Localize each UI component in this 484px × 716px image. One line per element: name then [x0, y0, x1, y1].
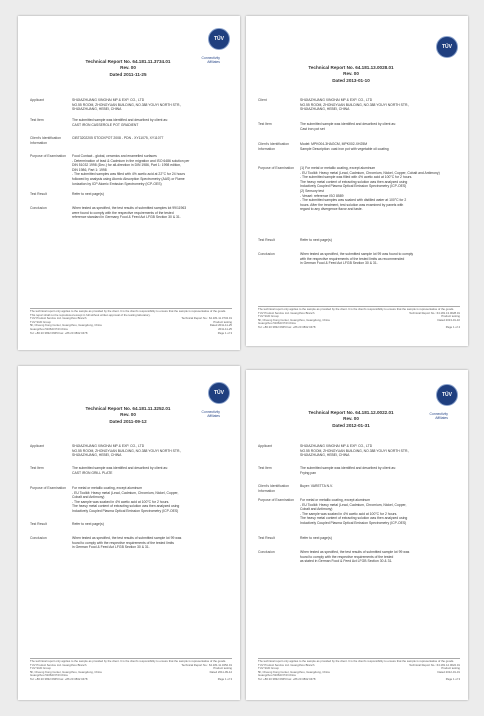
report-header	[266, 410, 436, 429]
page-count: Page 1 of 3	[445, 676, 460, 681]
field-client-id: Client's Identification Information Model: MPK004-3HAGCM, MPK002-XH25M Sample Description: cast iron pot with vegetable oil coating	[258, 142, 389, 151]
brand-tagline: Connectivity Affiliates	[429, 412, 448, 420]
field-purpose: Purpose of Examination For metal or metallic coating, except aluminum - EU Toolkit: Heavy metal (Lead, Cadmium, Chromium, Nickel, Copper, Cobalt and Antimony) - The sample was soaked in 4% acetic acid at 100°C for 2 hours. The heavy metal content of extracting solution was then analyzed using Inductively Coupled Plasma Optical Emission Spectrometry (ICP-OES)	[258, 498, 408, 525]
report-header	[48, 59, 208, 78]
disclaimer: The technical report only applies to the sample as provided by the client. It is the client's responsibility to ensure that the sample is representative of the goods.	[30, 658, 232, 664]
report-footer: The technical report only applies to the sample as provided by the client. It is the client's responsibility to ensure that the sample is representative of the goods. TUV Product Service Ltd. Guangzhou Branch Technical Report No.: 64.181.11.3252.01 TUV SUD Group Product testing 5F, Cheung Kong Center, Guangzhou, Guangdong, China Dated 2011-09-12 Guangzhou 510623 P.R.China Tel: +86 20 3832 0665 Fax: +86 20 3832 0478 Page 1 of 3	[30, 659, 232, 681]
field-test-result: Test Result Refer to next page(s)	[30, 522, 104, 526]
report-footer: The technical report only applies to the sample as provided by the client. It is the client's responsibility to ensure that the sample is representative of the goods. TUV Product Service Ltd. Guangzhou Branch Technical Report No.: 64.181.13.0028.01 TUV SUD Group Product testing 5F, Cheung Kong Center, Guangzhou, Guangdong, China Dated 2013-01-10 Guangzhou 510623 P.R.China Tel: +86 20 3832 0665 Fax: +86 20 3832 0478 Page 1 of 4	[258, 307, 460, 329]
field-client-id: Client's Identification Information Buyer: VARETTA N.V.	[258, 484, 333, 493]
report-header	[48, 406, 208, 425]
field-purpose: Purpose of Examination For metal or metallic coating, except aluminum - EU Toolkit: Heavy metal (Lead, Cadmium, Chromium, Nickel, Copper, Cobalt and Antimony) - The sample was soaked in 4% acetic acid at 100°C for 2 hours. The heavy metal content of extracting solution was then analyzed using Inductively Coupled Plasma Optical Emission Spectrometry (ICP-OES)	[30, 486, 180, 513]
field-conclusion: Conclusion When tested as specified, the test results of submitted sample lot 99 was found to comply with the respective requirements of the tested as stated in German Food & Feed Act LFGB Section 30 & 31.	[258, 550, 410, 564]
report-page-2	[246, 16, 468, 346]
field-conclusion: Conclusion When tested as specified, the test results of submitted samples lot 99/11963 were found to comply with the respective requirements of the tested reference standard in Germany Food & Feed Act LFGB Section 30 & 31.	[30, 206, 187, 220]
field-applicant: Applicant SHIJIAZHUANG XINGHAI MP & EXP. CO., LTD NO.55 ROOM, ZHONGYUAN BUILDING, NO.388 YOUYI NORTH STR., SHIJIAZHUANG, HEBEI, CHINA	[30, 98, 182, 112]
report-page-1	[18, 16, 240, 350]
report-number: Technical Report No. 64.181.12.0022.01	[308, 410, 394, 415]
report-footer: The technical report only applies to the sample as provided by the client. It is the client's responsibility to ensure that the sample is representative of the goods. This report shall not be reproduced except in full without written approval of the testing laboratory. TUV Product Service Ltd. Guangzhou Branch Technical Report No.: 64.181.11.3734.01 TUV SUD Group Product testing 5F, Cheung Kong Center, Guangzhou, Guangdong, China Dated 2011-11-25 Guangzhou 510623 P.R.China 2011-11-25 Tel: +86 20 3832 0665 Fax: +86 20 3832 0478 Page 1 of 3	[30, 309, 232, 335]
field-applicant: Applicant SHIJIAZHUANG XINGHAI MP & EXP. CO., LTD NO.55 ROOM, ZHONGYUAN BUILDING, NO.388 YOUYI NORTH STR., SHIJIAZHUANG, HEBEI, CHINA	[30, 444, 182, 458]
disclaimer: The technical report only applies to the sample as provided by the client. It is the client's responsibility to ensure that the sample is representative of the goods.	[258, 306, 460, 312]
field-test-item: Test Item The submitted sample was identified and described by client as: Frying pan	[258, 466, 396, 475]
field-test-item: Test Item The submitted sample was identified and described by client as: CAST IRON GRILL PLATE	[30, 466, 168, 475]
page-count: Page 1 of 3	[217, 676, 232, 681]
report-header	[266, 65, 436, 84]
report-number: Technical Report No. 64.181.13.0028.01	[308, 65, 394, 70]
field-test-result: Test Result Refer to next page(s)	[258, 536, 332, 540]
field-conclusion: Conclusion When tested as specified, the submitted sample lot 99 was found to comply with the respective requirements of the tested limits as recommended in German Food & Feed Act LFGB Section 30 & 31.	[258, 252, 414, 266]
tuv-logo-icon: TÜV	[436, 384, 458, 406]
field-client: Client SHIJIAZHUANG XINGHAI MP & EXP. CO., LTD NO.55 ROOM, ZHONGYUAN BUILDING, NO.388 YOUYI NORTH STR., SHIJIAZHUANG, HEBEI, CHINA	[258, 98, 410, 112]
brand-tagline: Connectivity Affiliates	[201, 56, 220, 64]
field-purpose: Purpose of Examination (1) For metal or metallic coating, except aluminum - EU Toolkit: Heavy metal (Lead, Cadmium, Chromium, Nickel, Copper, Cobalt and Antimony) - The submitted sample was filled with 4% acetic acid at 100°C for 2 hours. The heavy metal content of extracting solution was then analyzed using Inductively Coupled Plasma Optical Emission Spectrometry (ICP-OES) (2) Sensory test - Vessel: reference ISO 8589 - The submitted samples was soaked with distilled water at 100°C for 2 hours. After the treatment, test solution was examined by panels with regard to any divergence flavor and taste.	[258, 166, 440, 212]
report-rev: Rev. 00	[120, 412, 136, 418]
report-number: Technical Report No. 64.181.11.3734.01	[85, 59, 171, 64]
report-date: Dated 2011-09-12	[109, 418, 147, 424]
field-conclusion: Conclusion When tested as specified, the test results of submitted sample lot 99 was found to comply with the respective requirements of the tested limits in German Food & Feed Act LFGB Section 30 & 31.	[30, 536, 182, 550]
brand-tagline: Connectivity Affiliates	[201, 410, 220, 418]
report-date: Dated 2013-01-10	[332, 77, 370, 83]
report-rev: Rev. 00	[343, 71, 359, 77]
tuv-logo-icon: TÜV	[208, 28, 230, 50]
report-date: Dated 2012-01-31	[332, 422, 370, 428]
field-client-id: Client's Identification Information CIBT3202205 STOCKPOT 2008 - PDN - XY11075, XY11077	[30, 136, 164, 145]
page-count: Page 1 of 4	[445, 324, 460, 329]
disclaimer: The technical report only applies to the sample as provided by the client. It is the client's responsibility to ensure that the sample is representative of the goods.	[258, 658, 460, 664]
page-count: Page 1 of 3	[217, 330, 232, 335]
report-rev: Rev. 00	[343, 416, 359, 422]
tuv-logo-icon: TÜV	[436, 36, 458, 58]
disclaimer: The technical report only applies to the sample as provided by the client. It is the client's responsibility to ensure that the sample is representative of the goods. This report shall not be reproduced except in full without written approval of the testing laboratory.	[30, 308, 232, 317]
field-purpose: Purpose of Examination Food Contact - global, ceramics and enamelled surfaces - Determination of lead & Cadmium in the migration and ISO 6486 solution per DIN 51032 1998 (Dec.) for all-direction in DIN 1986, Part 1: 1998 edition, DIN 1986, Part 1: 1998 - The submitted samples was filled with 4% acetic acid at 22°C for 24 hours followed by analysis using Atomic Absorption Spectrometry (AAS) or Flame Ionization by ICP Atomic Emission Spectrometry (ICP-OES)	[30, 154, 190, 186]
report-number: Technical Report No. 64.181.11.3252.01	[85, 406, 171, 411]
report-footer: The technical report only applies to the sample as provided by the client. It is the client's responsibility to ensure that the sample is representative of the goods. TUV Product Service Ltd. Guangzhou Branch Technical Report No.: 64.181.12.0022.01 TUV SUD Group Product testing 5F, Cheung Kong Center, Guangzhou, Guangdong, China Dated 2012-01-31 Guangzhou 510623 P.R.China Tel: +86 20 3832 0665 Fax: +86 20 3832 0478 Page 1 of 3	[258, 659, 460, 681]
field-applicant: Applicant SHIJIAZHUANG XINGHAI MP & EXP. CO., LTD NO.55 ROOM, ZHONGYUAN BUILDING, NO.388 YOUYI NORTH STR., SHIJIAZHUANG, HEBEI, CHINA	[258, 444, 410, 458]
field-test-result: Test Result Refer to next page(s)	[30, 192, 104, 196]
field-test-item: Test Item The submitted sample was identified and described by client as: CAST IRON CASSEROLE POT GRADIENT	[30, 118, 168, 127]
report-date: Dated 2011-11-25	[109, 71, 147, 77]
field-test-item: Test Item The submitted sample was identified and described by client as: Cast iron pot set	[258, 122, 396, 131]
report-rev: Rev. 00	[120, 65, 136, 71]
report-page-4	[246, 370, 468, 700]
tuv-logo-icon: TÜV	[208, 382, 230, 404]
report-page-3	[18, 366, 240, 700]
field-test-result: Test Result Refer to next page(s)	[258, 238, 332, 242]
